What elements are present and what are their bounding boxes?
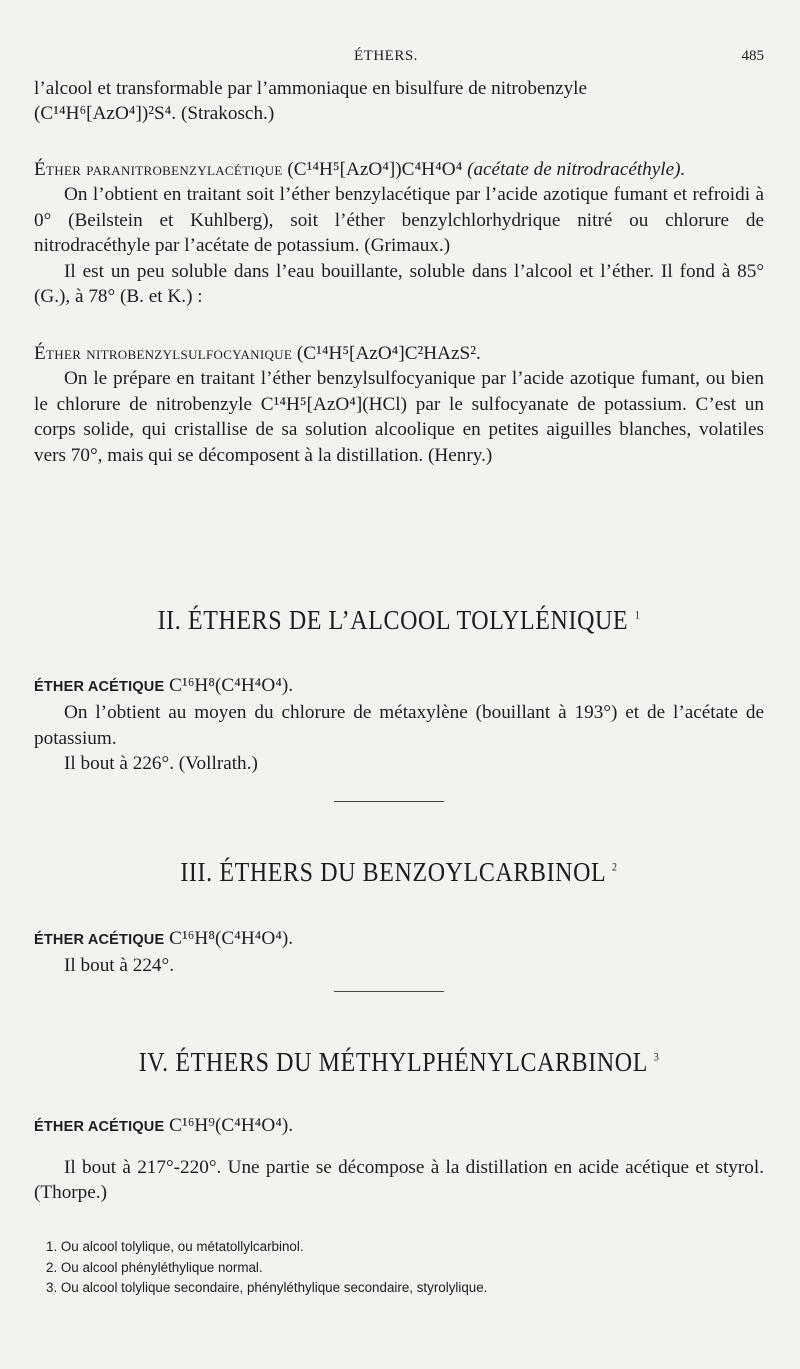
section-3-para-1: Il bout à 224°. bbox=[64, 955, 174, 977]
section-3-title bbox=[34, 858, 764, 889]
intro-line-2: (C¹⁴H⁶[AzO⁴])²S⁴. (Strakosch.) bbox=[34, 103, 275, 125]
section-2-formula: C¹⁶H⁸(C⁴H⁴O⁴). bbox=[169, 675, 294, 696]
footnote-ref-2: 2 bbox=[612, 861, 618, 875]
running-title: ÉTHERS. bbox=[354, 48, 418, 64]
footnote-2: 2. Ou alcool phényléthylique normal. bbox=[46, 1259, 263, 1275]
section-3-heading-line bbox=[34, 926, 764, 953]
page-number: 485 bbox=[741, 48, 764, 64]
section-4-ether-label: ÉTHER ACÉTIQUE bbox=[34, 1119, 165, 1135]
sulfo-formula: (C¹⁴H⁵[AzO⁴]C²HAzS². bbox=[296, 343, 481, 364]
footnote-ref-3: 3 bbox=[653, 1051, 660, 1065]
section-2-entry bbox=[34, 673, 764, 777]
paranitro-formula: (C¹⁴H⁵[AzO⁴])C⁴H⁴O⁴ bbox=[287, 159, 463, 180]
section-2-para-1: On l’obtient au moyen du chlorure de métaxylène (bouillant à 193°) et de l’acétate de potassium. bbox=[34, 702, 764, 749]
running-header bbox=[34, 48, 764, 70]
section-2-heading-line bbox=[34, 673, 764, 700]
section-4-para-1: Il bout à 217°-220°. Une partie se décompose à la distillation en acide acétique et styrol. (Thorpe.) bbox=[34, 1157, 764, 1204]
paranitro-para-1: On l’obtient en traitant soit l’éther benzylacétique par l’acide azotique fumant et refroidi à 0° (Beilstein et Kuhlberg), soit l’éther benzylchlorhydrique nitré ou chlorure de nitrodracéthyle par l’acétate de potassium. (Grimaux.) bbox=[34, 184, 764, 257]
section-3-ether-label: ÉTHER ACÉTIQUE bbox=[34, 932, 165, 948]
intro-line-1: l’alcool et transformable par l’ammoniaque en bisulfure de nitrobenzyle bbox=[34, 78, 588, 99]
section-4-formula: C¹⁶H⁹(C⁴H⁴O⁴). bbox=[169, 1115, 294, 1136]
footnote-3: 3. Ou alcool tolylique secondaire, phényléthylique secondaire, styrolylique. bbox=[46, 1280, 488, 1295]
footnote-ref-1: 1 bbox=[634, 609, 641, 623]
section-3-entry bbox=[34, 926, 764, 979]
footnote-1: 1. Ou alcool tolylique, ou métatollylcarbinol. bbox=[46, 1239, 304, 1254]
section-2-ether-label: ÉTHER ACÉTIQUE bbox=[34, 679, 165, 695]
sulfo-para-1: On le prépare en traitant l’éther benzylsulfocyanique par l’acide azotique fumant, ou bien le chlorure de nitrobenzyle C¹⁴H⁵[AzO⁴](HCl) par le sulfocyanate de potassium. C’est un corps solide, qui cristallise de sa solution alcoolique en petites aiguilles blanches, volatiles vers 70°, mais qui se décomposent à la distillation. (Henry.) bbox=[34, 368, 764, 466]
paranitro-heading-line bbox=[34, 157, 764, 182]
sulfo-heading-line bbox=[34, 341, 764, 366]
section-3-title-text: III. ÉTHERS DU BENZOYLCARBINOL bbox=[180, 857, 606, 888]
paranitro-entry bbox=[34, 157, 764, 309]
paranitro-heading: Éther paranitrobenzylacétique bbox=[34, 159, 283, 180]
section-2-title-text: II. ÉTHERS DE L’ALCOOL TOLYLÉNIQUE bbox=[157, 605, 629, 636]
section-4-heading-line bbox=[34, 1113, 764, 1140]
section-divider-2 bbox=[334, 991, 444, 992]
paranitro-italic-name: (acétate de nitrodracéthyle). bbox=[467, 159, 686, 180]
footnotes bbox=[46, 1237, 764, 1299]
section-4-title bbox=[34, 1048, 764, 1079]
intro-block bbox=[34, 76, 764, 127]
sulfo-entry bbox=[34, 341, 764, 468]
section-4-body bbox=[34, 1155, 764, 1206]
section-4-entry bbox=[34, 1113, 764, 1140]
sulfo-heading: Éther nitrobenzylsulfocyanique bbox=[34, 343, 293, 364]
section-4-title-text: IV. ÉTHERS DU MÉTHYLPHÉNYLCARBINOL bbox=[138, 1047, 648, 1078]
section-2-para-2: Il bout à 226°. (Vollrath.) bbox=[64, 753, 258, 775]
section-3-formula: C¹⁶H⁸(C⁴H⁴O⁴). bbox=[169, 928, 294, 949]
paranitro-para-2: Il est un peu soluble dans l’eau bouillante, soluble dans l’alcool et l’éther. Il fond à 85° (G.), à 78° (B. et K.) : bbox=[34, 260, 764, 308]
section-2-title bbox=[34, 606, 764, 637]
section-divider-1 bbox=[334, 801, 444, 802]
